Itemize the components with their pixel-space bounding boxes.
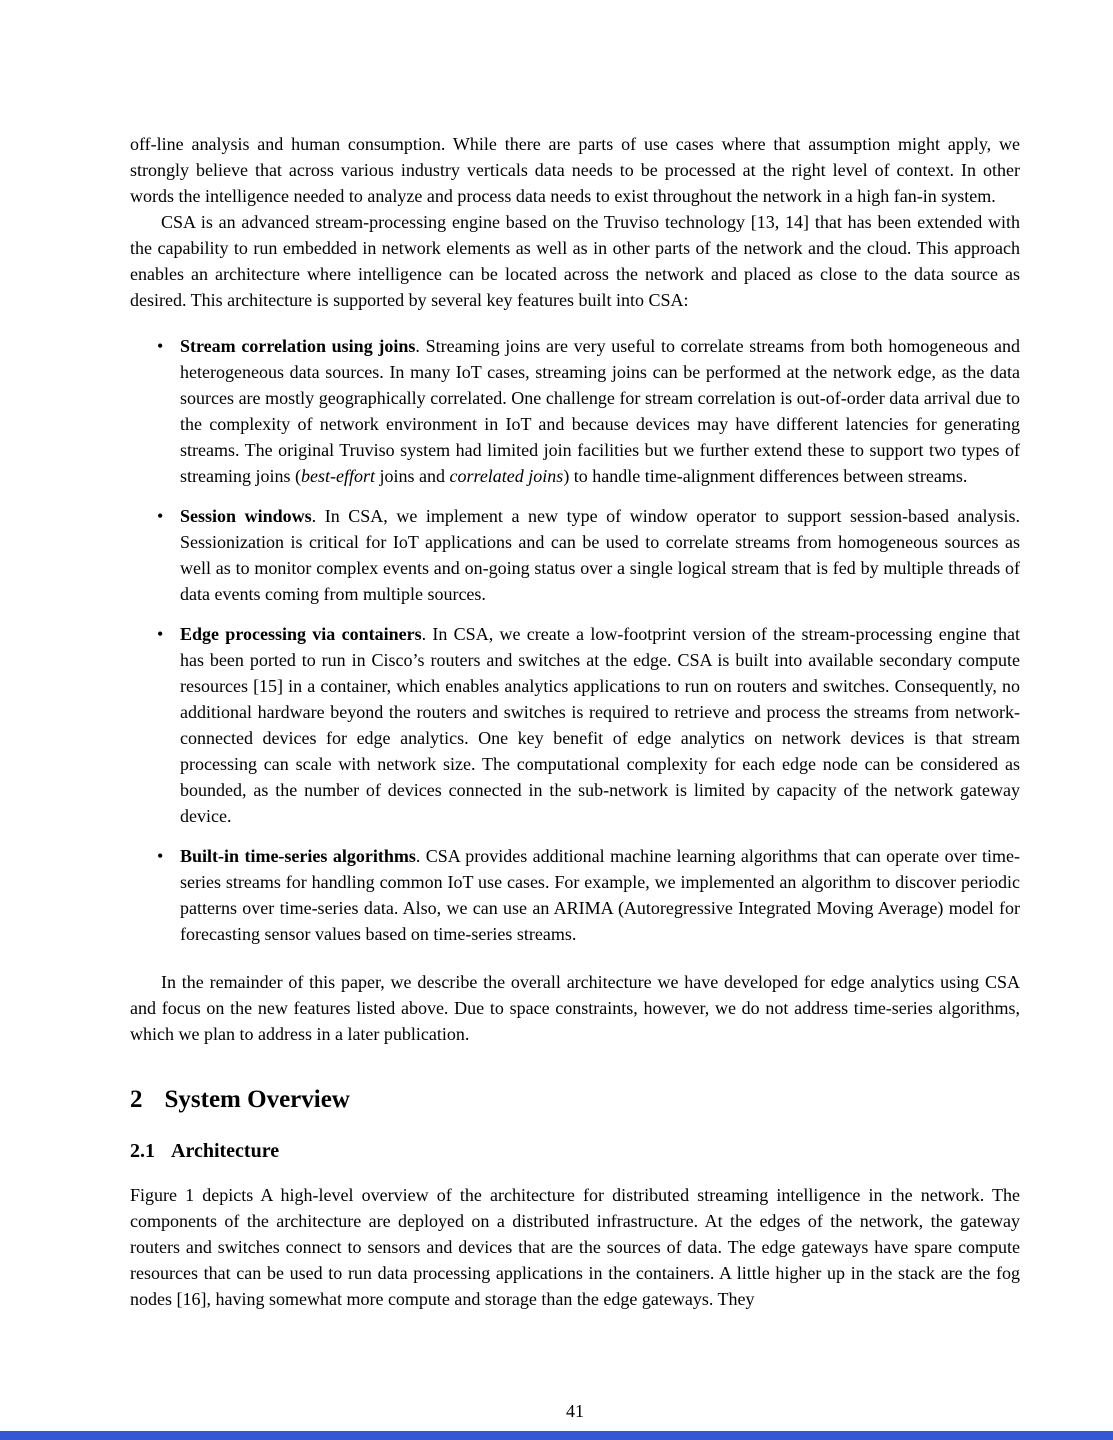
bullet-term: Built-in time-series algorithms <box>180 846 416 866</box>
subsection-heading <box>130 1139 1020 1163</box>
subsection-title: Architecture <box>171 1140 280 1162</box>
list-item <box>130 621 1020 829</box>
bullet-text: . CSA provides additional machine learning algorithms that can operate over time-series streams for handling common IoT use cases. For example, we implemented an algorithm to discover periodic patterns over time-series data. Also, we can use an ARIMA (Autoregressive Integrated Moving Average) model for forecasting sensor values based on time-series streams. <box>180 846 1020 944</box>
bullet-text-italic: best-effort <box>300 466 375 486</box>
section-title: System Overview <box>164 1086 350 1113</box>
section-heading <box>130 1085 1020 1115</box>
section-number: 2 <box>130 1086 143 1113</box>
bottom-bar <box>0 1431 1113 1440</box>
list-item <box>130 843 1020 947</box>
bullet-term: Stream correlation using joins <box>180 336 416 356</box>
bullet-term: Session windows <box>180 506 312 526</box>
bullet-text: ) to handle time-alignment differences between streams. <box>563 466 968 486</box>
document-page <box>130 131 1020 1312</box>
bullet-icon: • <box>157 336 164 356</box>
bullet-icon: • <box>157 506 164 526</box>
list-item <box>130 333 1020 489</box>
paragraph-architecture: Figure 1 depicts A high-level overview of the architecture for distributed streaming intelligence in the network. The components of the architecture are deployed on a distributed infrastructure. At the edges of the network, the gateway routers and switches connect to sensors and devices that are the sources of data. The edge gateways have spare compute resources that can be used to run data processing applications in the containers. A little higher up in the stack are the fog nodes [16], having somewhat more compute and storage than the edge gateways. They <box>130 1185 1020 1309</box>
bullet-text: joins and <box>374 466 450 486</box>
feature-list <box>130 333 1020 947</box>
list-item <box>130 503 1020 607</box>
subsection-number: 2.1 <box>130 1140 155 1162</box>
bullet-text-italic: correlated joins <box>449 466 564 486</box>
paragraph-remainder: In the remainder of this paper, we describe the overall architecture we have developed for edge analytics using CSA and focus on the new features listed above. Due to space constraints, however, we do not address time-series algorithms, which we plan to address in a later publication. <box>130 972 1020 1044</box>
page-number: 41 <box>566 1401 584 1421</box>
bullet-term: Edge processing via containers <box>180 624 422 644</box>
bullet-text: . In CSA, we implement a new type of window operator to support session-based analysis. Sessionization is critical for IoT applications and can be used to correlate streams from homogeneous sources as well as to monitor complex events and on-going status over a single logical stream that is fed by multiple threads of data events coming from multiple sources. <box>180 506 1021 604</box>
paragraph-continuation: off-line analysis and human consumption. While there are parts of use cases where that assumption might apply, we strongly believe that across various industry verticals data needs to be processed at the right level of context. In other words the intelligence needed to analyze and process data needs to exist throughout the network in a high fan-in system. <box>130 134 1020 206</box>
bullet-icon: • <box>157 846 164 866</box>
bullet-text: . In CSA, we create a low-footprint version of the stream-processing engine that has been ported to run in Cisco’s routers and switches at the edge. CSA is built into available secondary compute resources [15] in a container, which enables analytics applications to run on routers and switches. Consequently, no additional hardware beyond the routers and switches is required to retrieve and process the streams from network-connected devices for edge analytics. One key benefit of edge analytics on network devices is that stream processing can scale with network size. The computational complexity for each edge node can be considered as bounded, as the number of devices connected in the sub-network is limited by capacity of the network gateway device. <box>180 624 1021 826</box>
bullet-icon: • <box>157 624 164 644</box>
bullet-text: . Streaming joins are very useful to correlate streams from both homogeneous and heterogeneous data sources. In many IoT cases, streaming joins can be performed at the network edge, as the data sources are mostly geographically correlated. One challenge for stream correlation is out-of-order data arrival due to the complexity of network environment in IoT and because devices may have different latencies for generating streams. The original Truviso system had limited join facilities but we further extend these to support two types of streaming joins ( <box>180 336 1020 486</box>
paragraph-csa-intro: CSA is an advanced stream-processing engine based on the Truviso technology [13, 14] that has been extended with the capability to run embedded in network elements as well as in other parts of the network and the cloud. This approach enables an architecture where intelligence can be located across the network and placed as close to the data source as desired. This architecture is supported by several key features built into CSA: <box>130 212 1020 310</box>
